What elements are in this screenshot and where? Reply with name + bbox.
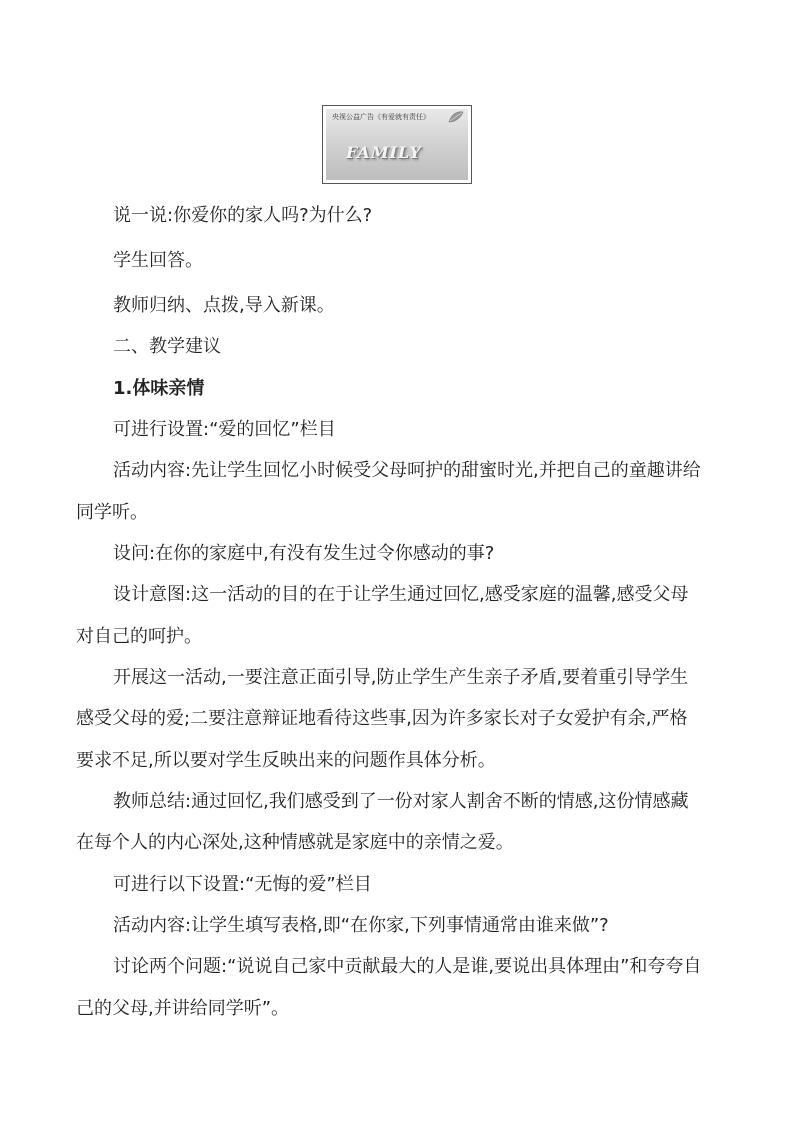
text-line: 感受父母的爱;二要注意辩证地看待这些事,因为许多家长对子女爱护有余,严格 [76,708,688,729]
text-line: 同学听。 [76,502,148,523]
text-line: 说一说:你爱你的家人吗?为什么? [113,205,373,226]
text-line: 可进行以下设置:“无悔的爱”栏目 [113,874,372,895]
text-line: 讨论两个问题:“说说自己家中贡献最大的人是谁,要说出具体理由”和夸夸自 [113,956,702,977]
text-line: 学生回答。 [113,250,203,271]
text-line: 活动内容:让学生填写表格,即“在你家,下列事情通常由谁来做”? [113,915,609,936]
image-content [326,109,468,180]
text-line: 己的父母,并讲给同学听”。 [76,998,290,1019]
text-line: 要求不足,所以要对学生反映出来的问题作具体分析。 [76,750,496,771]
text-line: 活动内容:先让学生回忆小时候受父母呵护的甜蜜时光,并把自己的童趣讲给 [113,460,701,481]
leaf-icon [448,111,464,123]
text-line: 教师总结:通过回忆,我们感受到了一份对家人割舍不断的情感,这份情感藏 [113,791,689,812]
family-ad-image [322,105,472,184]
text-line: 在每个人的内心深处,这种情感就是家庭中的亲情之爱。 [76,832,514,853]
image-caption: 央视公益广告《有爱就有责任》 [332,113,430,121]
image-word: FAMILY [346,143,422,162]
text-line: 设问:在你的家庭中,有没有发生过令你感动的事? [113,543,495,564]
text-line: 对自己的呵护。 [76,626,202,647]
text-line: 开展这一活动,一要注意正面引导,防止学生产生亲子矛盾,要着重引导学生 [113,667,689,688]
section-heading: 二、教学建议 [113,336,221,357]
text-line: 可进行设置:“爱的回忆”栏目 [113,419,336,440]
text-line: 教师归纳、点拨,导入新课。 [113,295,335,316]
text-line: 设计意图:这一活动的目的在于让学生通过回忆,感受家庭的温馨,感受父母 [113,584,689,605]
subsection-heading: 1.体味亲情 [113,378,205,399]
